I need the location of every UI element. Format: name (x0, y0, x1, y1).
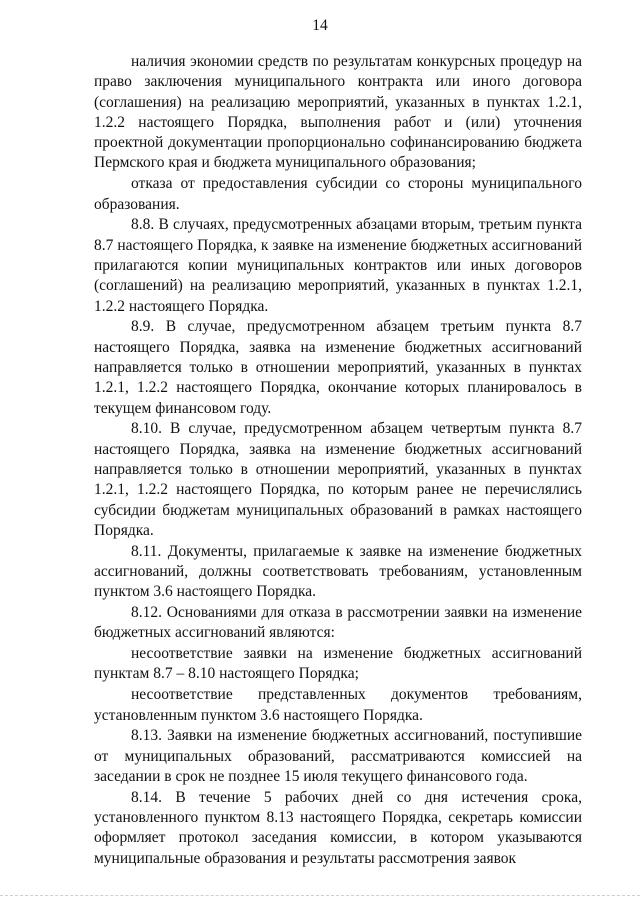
document-body (94, 52, 582, 869)
paragraph-8-12-item-2: несоответствие представленных документов требованиям, установленным пунктом 3.6 настоящего Порядка. (94, 686, 582, 724)
paragraph-8-9: 8.9. В случае, предусмотренном абзацем третьим пункта 8.7 настоящего Порядка, заявка на изменение бюджетных ассигнований направляется только в отношении мероприятий, указанных в пунктах 1.2.1, 1.2.2 настоящего Порядка, окончание которых планировалось в текущем финансовом году. (94, 318, 582, 417)
paragraph-8-14: 8.14. В течение 5 рабочих дней со дня истечения срока, установленного пунктом 8.13 настоящего Порядка, секретарь комиссии оформляет протокол заседания комиссии, в котором указываются муниципальные образования и результаты рассмотрения заявок (94, 788, 582, 867)
paragraph-8-11: 8.11. Документы, прилагаемые к заявке на изменение бюджетных ассигнований, должны соответствовать требованиям, установленным пунктом 3.6 настоящего Порядка. (94, 542, 582, 601)
page-number: 14 (312, 17, 328, 34)
paragraph-8-12: 8.12. Основаниями для отказа в рассмотрении заявки на изменение бюджетных ассигнований являются: (94, 604, 582, 642)
paragraph-8-10: 8.10. В случае, предусмотренном абзацем четвертым пункта 8.7 настоящего Порядка, заявка на изменение бюджетных ассигнований направляется только в отношении мероприятий, указанных в пунктах 1.2.1, 1.2.2 настоящего Порядка, по которым ранее не перечислялись субсидии бюджетам муниципальных образований в рамках настоящего Порядка. (94, 420, 582, 539)
paragraph-8-8: 8.8. В случаях, предусмотренных абзацами вторым, третьим пункта 8.7 настоящего Порядка, к заявке на изменение бюджетных ассигнований прилагаются копии муниципальных контрактов или иных договоров (соглашений) на реализацию мероприятий, указанных в пунктах 1.2.1, 1.2.2 настоящего Порядка. (94, 216, 582, 315)
page-bottom-edge (0, 895, 640, 896)
paragraph-8-13: 8.13. Заявки на изменение бюджетных ассигнований, поступившие от муниципальных образований, рассматриваются комиссией на заседании в срок не позднее 15 июля текущего финансового года. (94, 727, 582, 785)
paragraph-refusal: отказа от предоставления субсидии со стороны муниципального образования. (94, 175, 582, 213)
paragraph-economy: наличия экономии средств по результатам конкурсных процедур на право заключения муниципального контракта или иного договора (соглашения) на реализацию мероприятий, указанных в пунктах 1.2.1, 1.2.2 настоящего Порядка, выполнения работ и (или) уточнения проектной документации пропорционально софинансированию бюджета Пермского края и бюджета муниципального образования; (94, 53, 582, 172)
paragraph-8-12-item-1: несоответствие заявки на изменение бюджетных ассигнований пунктам 8.7 – 8.10 настоящего Порядка; (94, 645, 582, 683)
